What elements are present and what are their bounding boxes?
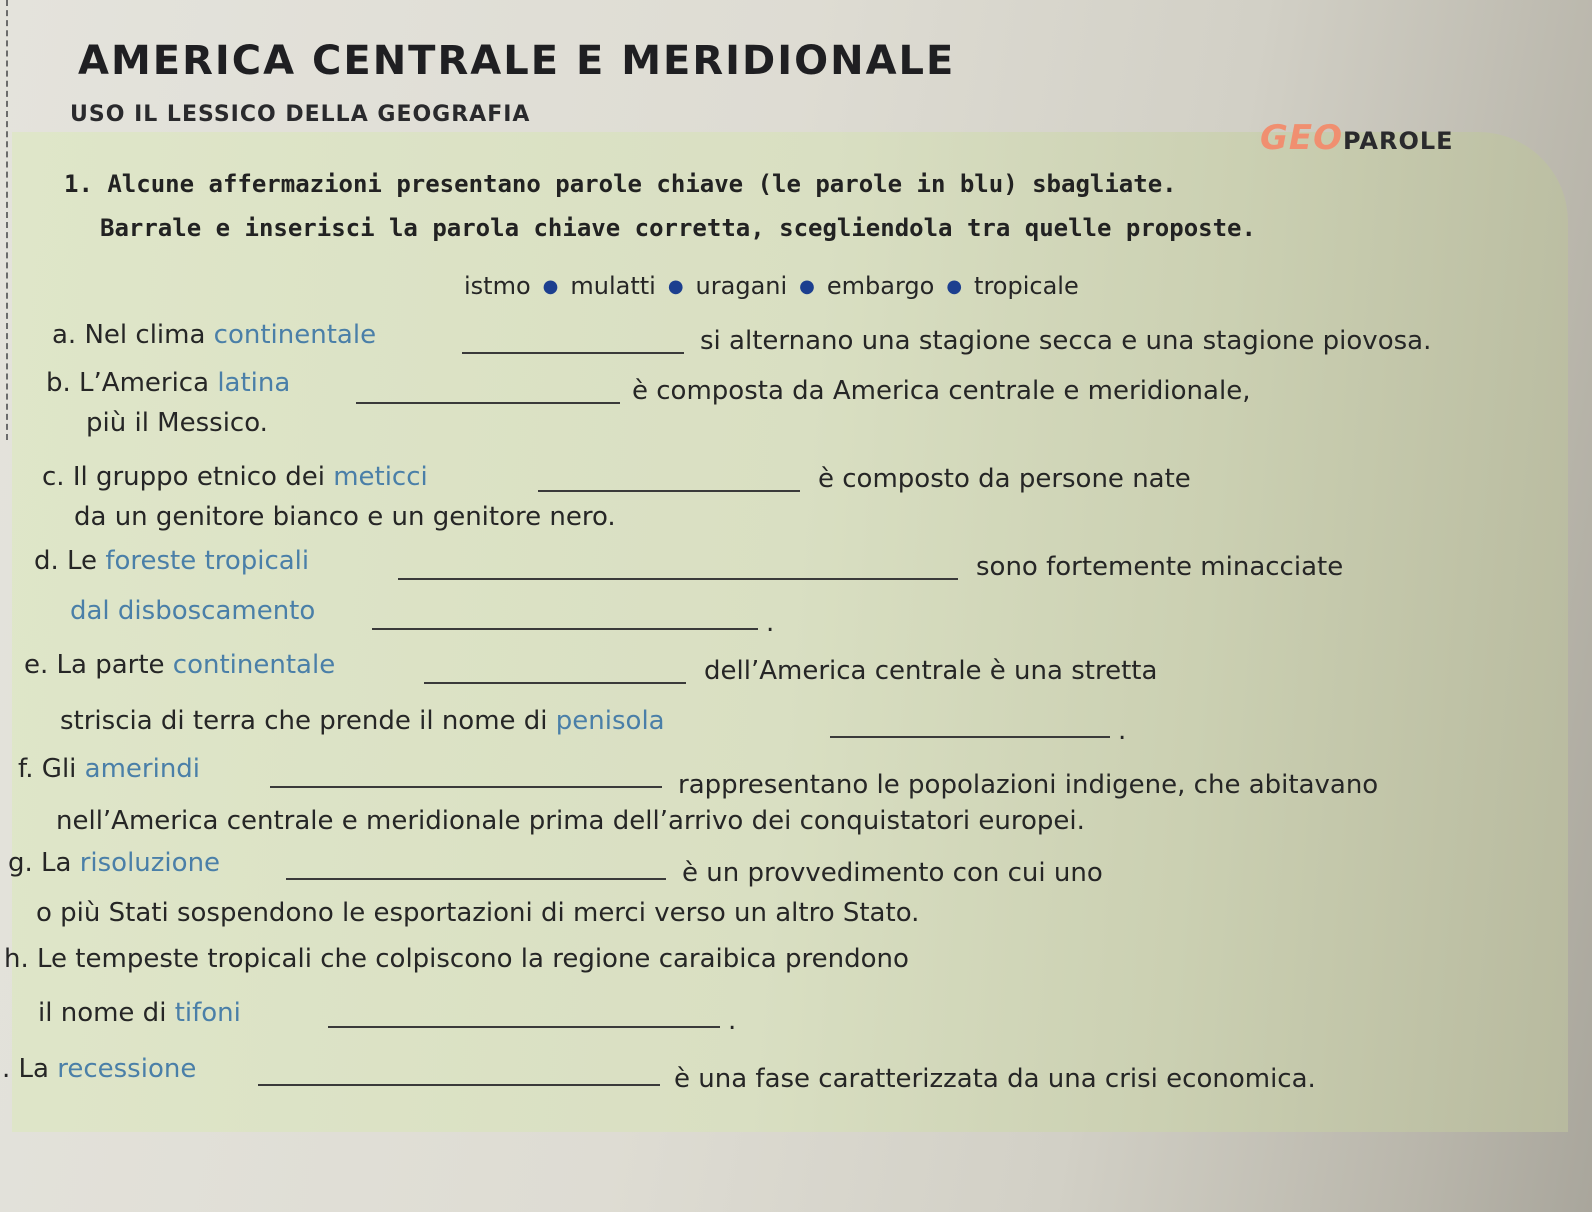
item-b-after: è composta da America centrale e meridionale, xyxy=(632,376,1251,406)
item-c-after: è composto da persone nate xyxy=(818,464,1191,494)
item-e-line2-keyword: penisola xyxy=(555,706,665,736)
word-bank xyxy=(464,272,1079,300)
item-i-text xyxy=(2,1054,196,1084)
item-b-text xyxy=(46,368,290,398)
item-g-line2: o più Stati sospendono le esportazioni di merci verso un altro Stato. xyxy=(36,898,920,928)
item-h-line1: h. Le tempeste tropicali che colpiscono la regione caraibica prendono xyxy=(4,944,909,974)
item-f-text xyxy=(18,754,200,784)
item-d-keyword: foreste tropicali xyxy=(105,546,310,576)
item-f-after: rappresentano le popolazioni indigene, che abitavano xyxy=(678,770,1379,800)
item-c-keyword: meticci xyxy=(333,462,428,492)
item-d-blank-2[interactable] xyxy=(372,628,758,630)
word-bank-item: istmo xyxy=(464,272,531,300)
item-c-blank[interactable] xyxy=(538,490,800,492)
item-b-keyword: latina xyxy=(217,368,291,398)
separator-dot: ● xyxy=(667,276,684,297)
item-h-blank[interactable] xyxy=(328,1026,720,1028)
item-f-blank[interactable] xyxy=(270,786,662,788)
section-subtitle: USO IL LESSICO DELLA GEOGRAFIA xyxy=(70,102,531,127)
item-i-prefix: . La xyxy=(2,1054,49,1084)
word-bank-item: embargo xyxy=(826,272,935,300)
separator-dot: ● xyxy=(542,276,559,297)
item-d-text xyxy=(34,546,309,576)
item-g-after: è un provvedimento con cui uno xyxy=(682,858,1103,888)
item-g-prefix: g. La xyxy=(8,848,72,878)
item-c-prefix: c. Il gruppo etnico dei xyxy=(42,462,325,492)
item-f-line2: nell’America centrale e meridionale prima dell’arrivo dei conquistatori europei. xyxy=(56,806,1085,836)
item-d-line2 xyxy=(70,596,315,626)
item-a-text xyxy=(52,320,376,350)
item-e-blank-2[interactable] xyxy=(830,736,1110,738)
item-a-blank[interactable] xyxy=(462,352,684,354)
page-title: AMERICA CENTRALE E MERIDIONALE xyxy=(78,38,956,84)
word-bank-item: uragani xyxy=(695,272,788,300)
item-e-blank[interactable] xyxy=(424,682,686,684)
item-a-prefix: a. Nel clima xyxy=(52,320,206,350)
item-i-keyword: recessione xyxy=(57,1054,197,1084)
item-a-after: si alternano una stagione secca e una stagione piovosa. xyxy=(700,326,1432,356)
item-f-keyword: amerindi xyxy=(84,754,201,784)
item-h-line2-keyword: tifoni xyxy=(174,998,241,1028)
item-e-after: dell’America centrale è una stretta xyxy=(704,656,1158,686)
item-h-line2 xyxy=(38,998,241,1028)
item-e-text xyxy=(24,650,335,680)
item-d-line2-end: . xyxy=(766,608,775,638)
item-g-text xyxy=(8,848,220,878)
item-f-prefix: f. Gli xyxy=(18,754,77,784)
item-i-after: è una fase caratterizzata da una crisi economica. xyxy=(674,1064,1316,1094)
item-e-line2-end: . xyxy=(1118,716,1127,746)
cut-line xyxy=(6,0,8,440)
separator-dot: ● xyxy=(946,276,963,297)
item-e-line2 xyxy=(60,706,665,736)
item-d-prefix: d. Le xyxy=(34,546,98,576)
item-g-keyword: risoluzione xyxy=(79,848,221,878)
item-g-blank[interactable] xyxy=(286,878,666,880)
item-e-line2-prefix: striscia di terra che prende il nome di xyxy=(60,706,548,736)
separator-dot: ● xyxy=(799,276,815,297)
parole-label: PAROLE xyxy=(1343,127,1454,155)
geoparole-badge xyxy=(1260,118,1454,158)
instruction-line-2: Barrale e inserisci la parola chiave corretta, scegliendola tra quelle proposte. xyxy=(100,214,1256,242)
word-bank-item: mulatti xyxy=(570,272,656,300)
item-e-keyword: continentale xyxy=(172,650,336,680)
word-bank-item: tropicale xyxy=(974,272,1079,300)
item-d-blank[interactable] xyxy=(398,578,958,580)
item-i-blank[interactable] xyxy=(258,1084,660,1086)
item-h-line2-prefix: il nome di xyxy=(38,998,167,1028)
item-e-prefix: e. La parte xyxy=(24,650,165,680)
geo-label: GEO xyxy=(1260,118,1344,158)
item-c-line2: da un genitore bianco e un genitore nero. xyxy=(74,502,616,532)
item-a-keyword: continentale xyxy=(213,320,377,350)
item-b-prefix: b. L’America xyxy=(46,368,210,398)
item-b-line2: più il Messico. xyxy=(86,408,268,438)
item-d-line2-keyword: dal disboscamento xyxy=(70,596,316,626)
item-b-blank[interactable] xyxy=(356,402,620,404)
item-d-after: sono fortemente minacciate xyxy=(976,552,1344,582)
item-c-text xyxy=(42,462,428,492)
item-h-line2-end: . xyxy=(728,1006,737,1036)
instruction-line-1: 1. Alcune affermazioni presentano parole chiave (le parole in blu) sbagliate. xyxy=(64,170,1177,198)
